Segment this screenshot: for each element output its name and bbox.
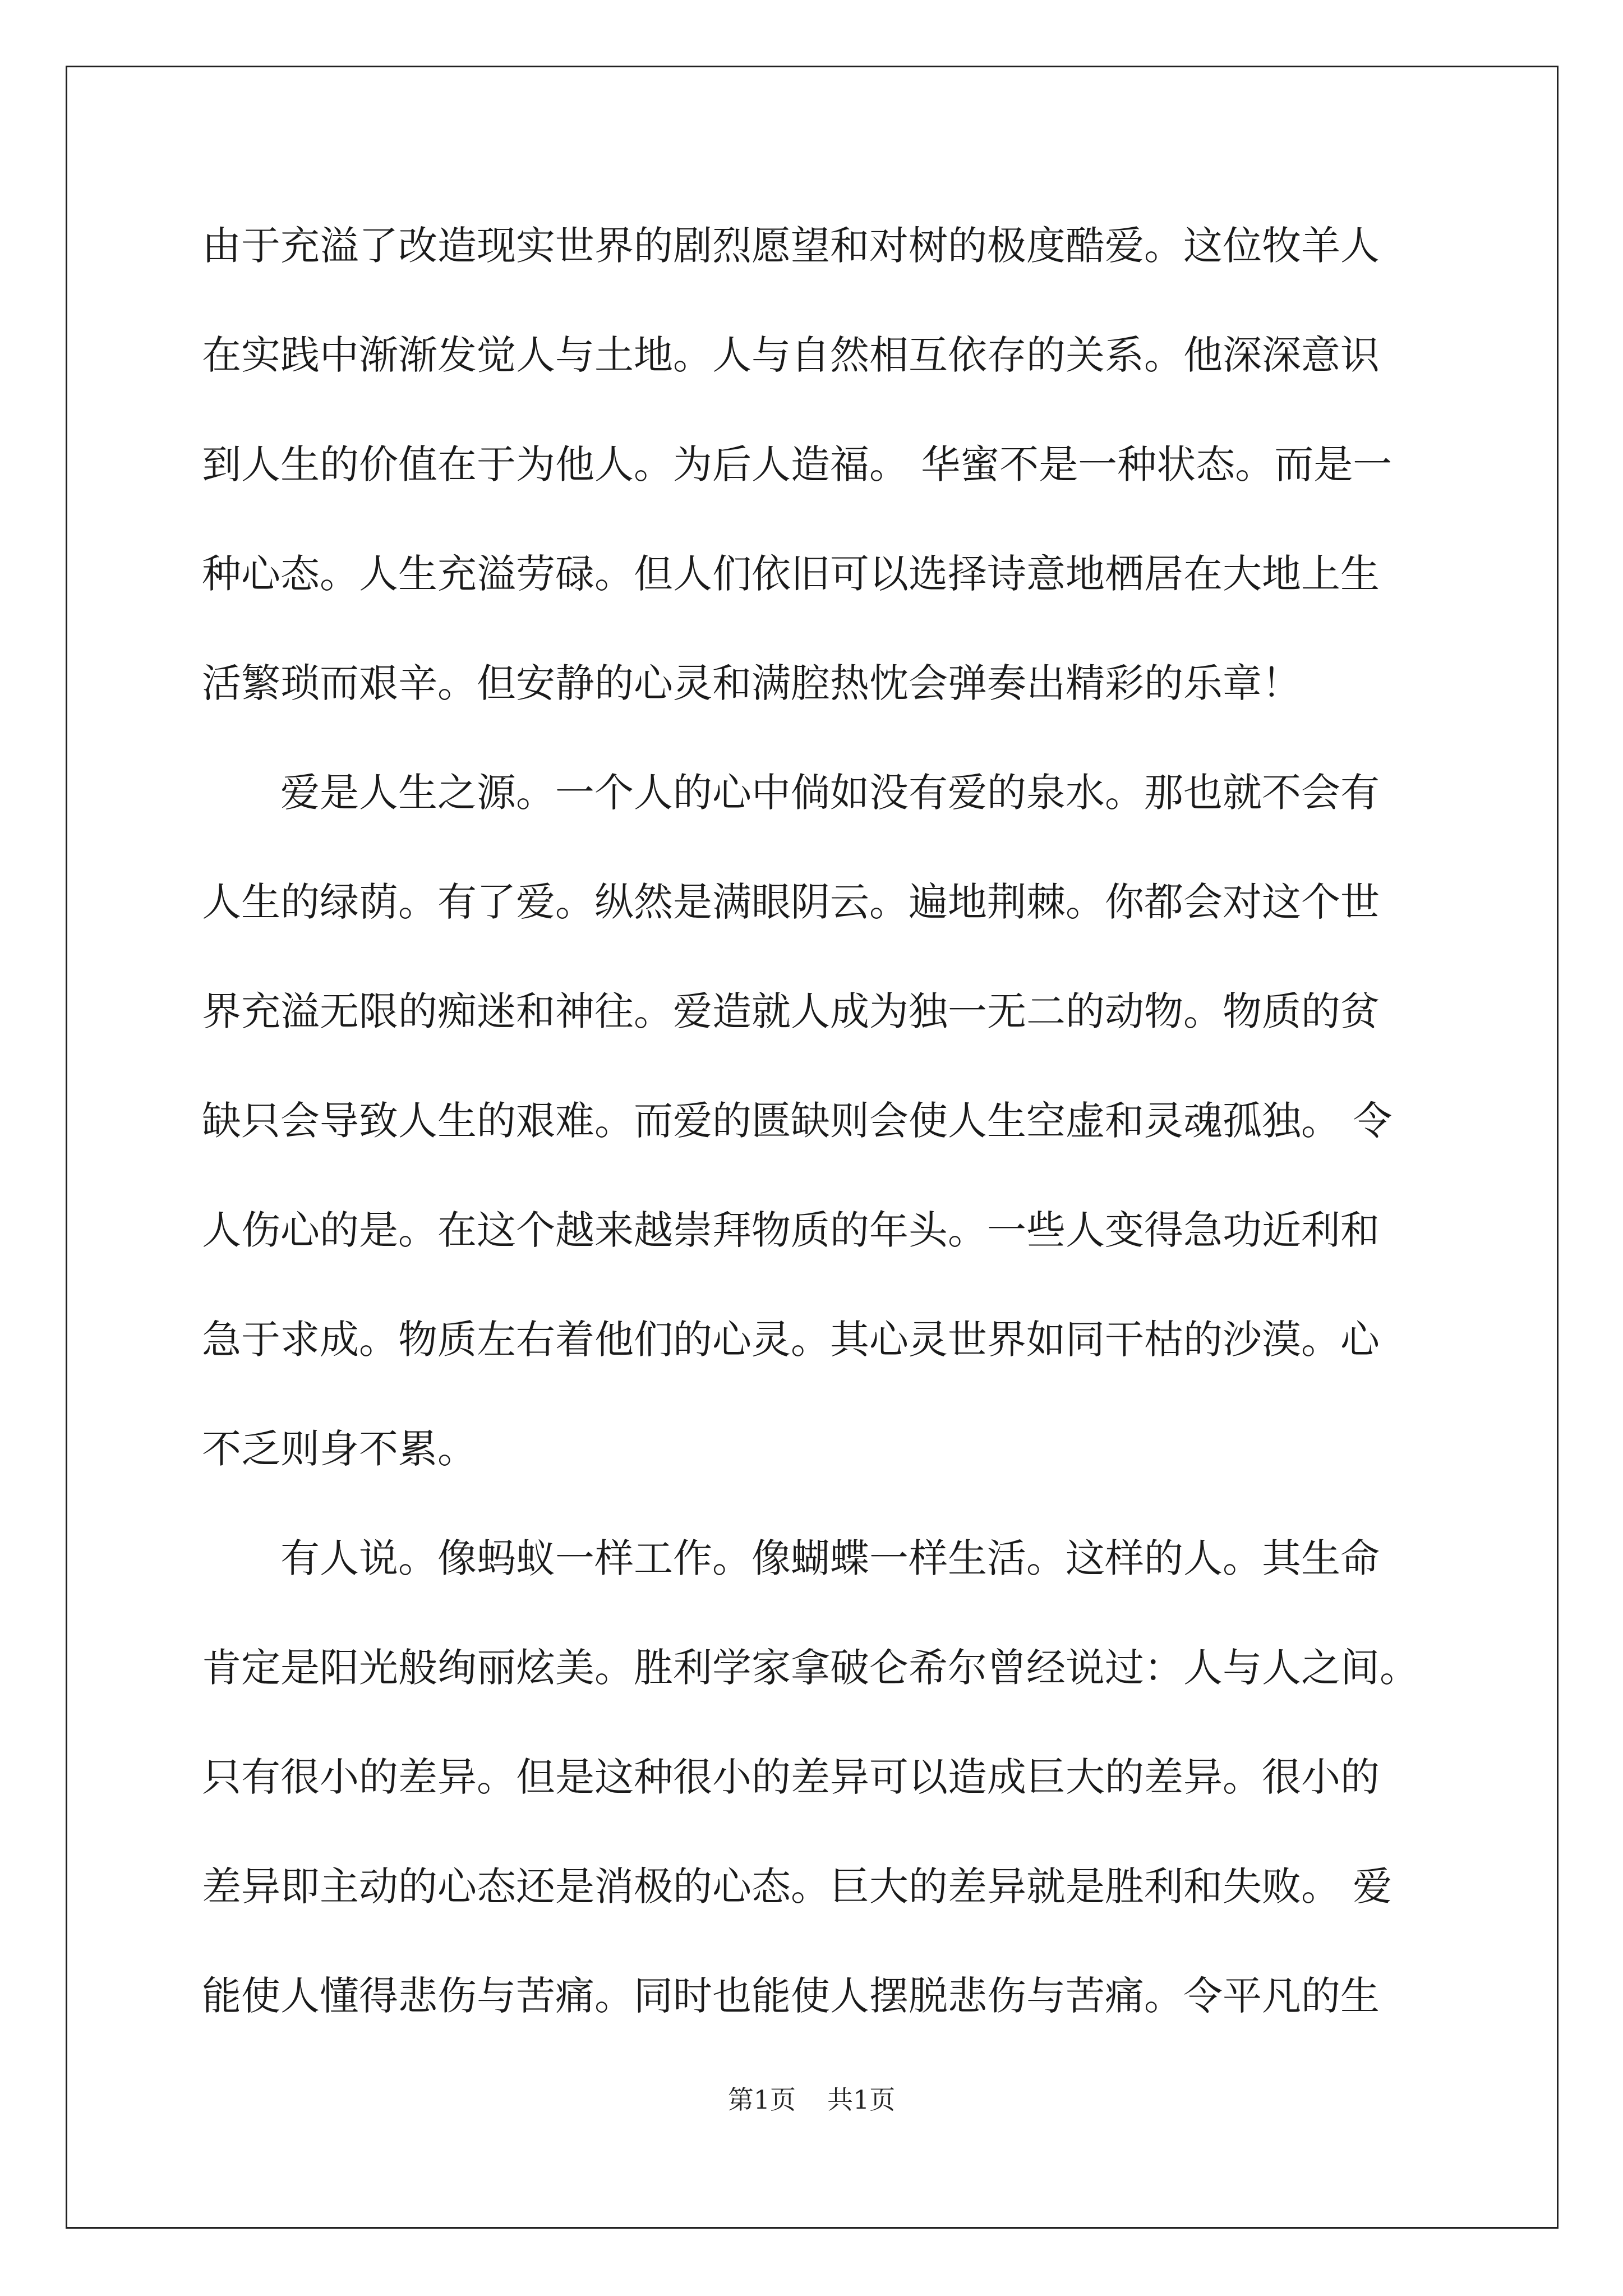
page-footer <box>0 2079 1623 2116</box>
text-line: 人伤心的是。在这个越来越崇拜物质的年头。一些人变得急功近利和 <box>202 1207 1380 1253</box>
text-line: 由于充溢了改造现实世界的剧烈愿望和对树的极度酷爱。这位牧羊人 <box>202 223 1380 269</box>
page-number: 第1页 <box>727 2085 796 2115</box>
text-line: 差异即主动的心态还是消极的心态。巨大的差异就是胜利和失败。 爱 <box>202 1864 1393 1910</box>
text-line: 缺只会导致人生的艰难。而爱的匮缺则会使人生空虚和灵魂孤独。 令 <box>202 1098 1393 1144</box>
text-line: 急于求成。物质左右着他们的心灵。其心灵世界如同干枯的沙漠。心 <box>202 1317 1380 1363</box>
text-line: 活繁琐而艰辛。但安静的心灵和满腔热忱会弹奏出精彩的乐章！ <box>202 660 1301 706</box>
text-line: 在实践中渐渐发觉人与土地。人与自然相互依存的关系。他深深意识 <box>202 332 1380 378</box>
document-body <box>202 218 1436 2077</box>
text-line: 爱是人生之源。一个人的心中倘如没有爱的泉水。那也就不会有 <box>202 770 1380 816</box>
page-total: 共1页 <box>827 2085 896 2115</box>
text-line: 不乏则身不累。 <box>202 1426 477 1472</box>
text-line: 肯定是阳光般绚丽炫美。胜利学家拿破仑希尔曾经说过：人与人之间。 <box>202 1645 1419 1691</box>
text-line: 种心态。人生充溢劳碌。但人们依旧可以选择诗意地栖居在大地上生 <box>202 551 1380 597</box>
text-line: 到人生的价值在于为他人。为后人造福。 华蜜不是一种状态。而是一 <box>202 441 1393 487</box>
text-line: 有人说。像蚂蚁一样工作。像蝴蝶一样生活。这样的人。其生命 <box>202 1535 1380 1581</box>
text-line: 只有很小的差异。但是这种很小的差异可以造成巨大的差异。很小的 <box>202 1754 1380 1800</box>
text-line: 能使人懂得悲伤与苦痛。同时也能使人摆脱悲伤与苦痛。令平凡的生 <box>202 1973 1380 2019</box>
text-line: 人生的绿荫。有了爱。纵然是满眼阴云。遍地荆棘。你都会对这个世 <box>202 879 1380 925</box>
text-line: 界充溢无限的痴迷和神往。爱造就人成为独一无二的动物。物质的贫 <box>202 988 1380 1034</box>
